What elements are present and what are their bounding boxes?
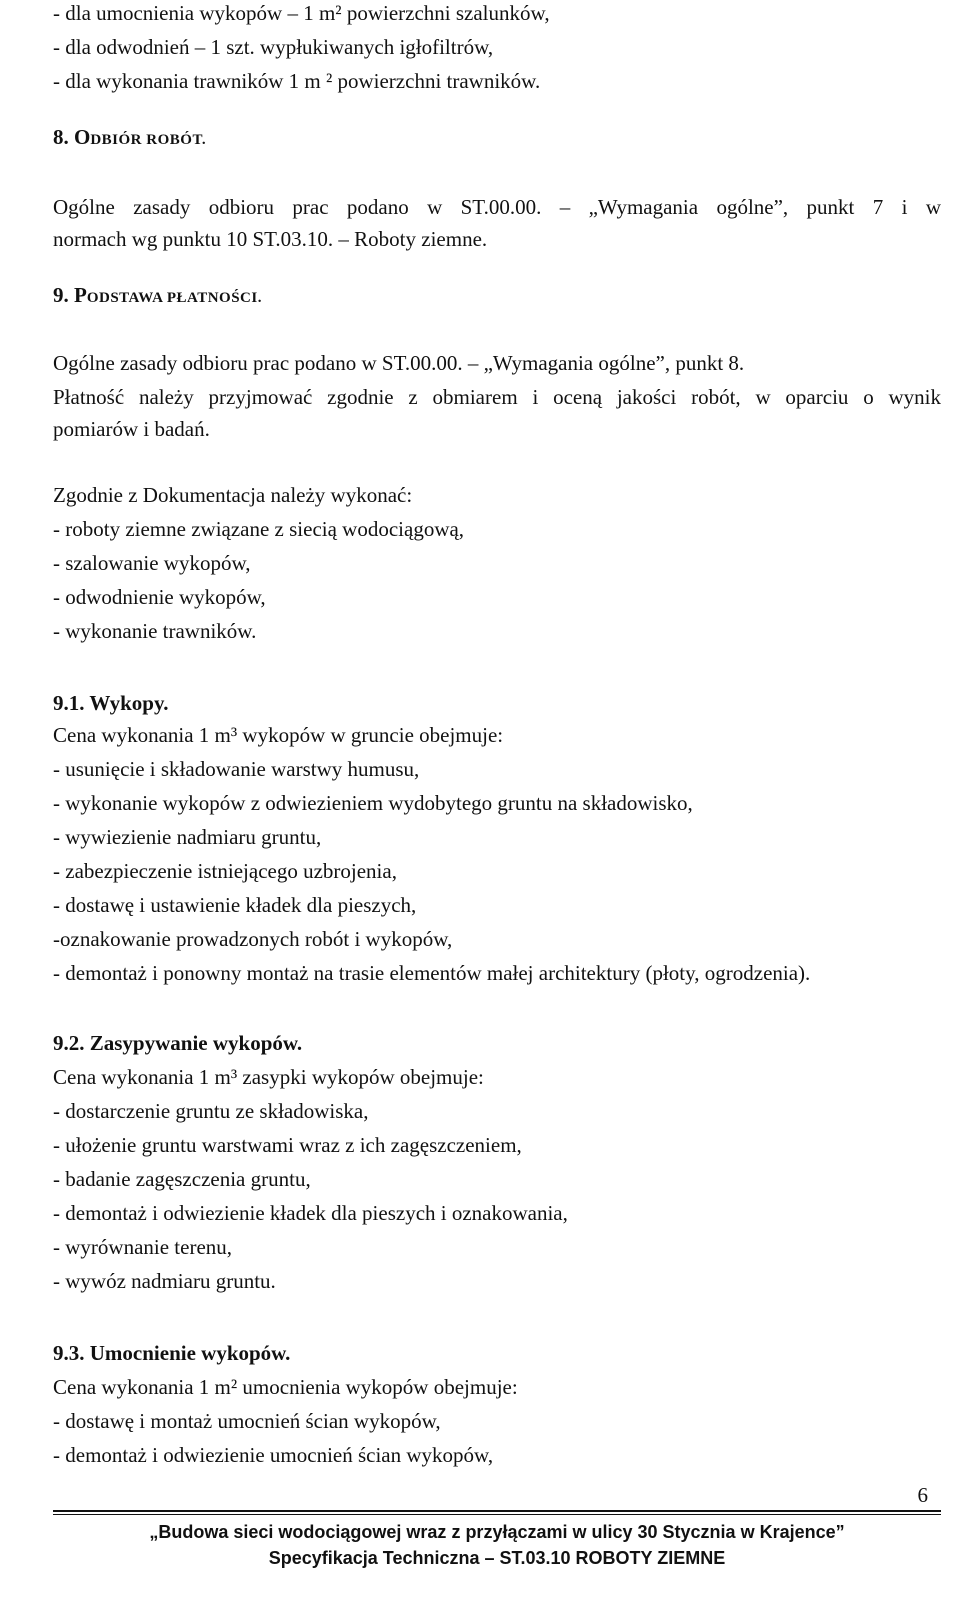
list-item: - roboty ziemne związane z siecią wodociągową, <box>53 517 465 541</box>
section-9-2-heading: 9.2. Zasypywanie wykopów. <box>53 1031 303 1055</box>
list-item: - demontaż i odwiezienie kładek dla pieszych i oznakowania, <box>53 1201 568 1225</box>
list-item: - wykonanie wykopów z odwiezieniem wydobytego gruntu na składowisko, <box>53 791 693 815</box>
paragraph-line: pomiarów i badań. <box>53 417 210 441</box>
paragraph-line: Ogólne zasady odbioru prac podano w ST.00.00. – „Wymagania ogólne”, punkt 8. <box>53 351 745 375</box>
list-item: - badanie zagęszczenia gruntu, <box>53 1167 311 1191</box>
paragraph-line: Ogólne zasady odbioru prac podano w ST.00.00. – „Wymagania ogólne”, punkt 7 i w <box>53 195 941 219</box>
list-item: - dostawę i ustawienie kładek dla pieszych, <box>53 893 417 917</box>
list-item: - odwodnienie wykopów, <box>53 585 266 609</box>
list-item: - dla odwodnień – 1 szt. wypłukiwanych igłofiltrów, <box>53 35 494 59</box>
section-9-1-heading: 9.1. Wykopy. <box>53 691 169 715</box>
list-item: - szalowanie wykopów, <box>53 551 251 575</box>
list-item: - dostawę i montaż umocnień ścian wykopów, <box>53 1409 441 1433</box>
paragraph-line: normach wg punktu 10 ST.03.10. – Roboty ziemne. <box>53 227 488 251</box>
paragraph-line: Cena wykonania 1 m³ zasypki wykopów obejmuje: <box>53 1065 484 1089</box>
list-item: - dla wykonania trawników 1 m ² powierzchni trawników. <box>53 69 541 93</box>
list-item: - dla umocnienia wykopów – 1 m² powierzchni szalunków, <box>53 1 550 25</box>
list-item: - dostarczenie gruntu ze składowiska, <box>53 1099 369 1123</box>
footer-rule-thin <box>53 1514 941 1515</box>
footer-rule <box>53 1510 941 1512</box>
list-item: - demontaż i odwiezienie umocnień ścian wykopów, <box>53 1443 494 1467</box>
list-item: - zabezpieczenie istniejącego uzbrojenia, <box>53 859 397 883</box>
paragraph-line: Płatność należy przyjmować zgodnie z obmiarem i oceną jakości robót, w oparciu o wynik <box>53 385 941 409</box>
paragraph-line: Cena wykonania 1 m³ wykopów w gruncie obejmuje: <box>53 723 504 747</box>
paragraph-line: Cena wykonania 1 m² umocnienia wykopów obejmuje: <box>53 1375 518 1399</box>
footer-title: „Budowa sieci wodociągowej wraz z przyłączami w ulicy 30 Stycznia w Krajence” <box>149 1522 845 1542</box>
list-item: - demontaż i ponowny montaż na trasie elementów małej architektury (płoty, ogrodzenia). <box>53 961 811 985</box>
list-item: - wywiezienie nadmiaru gruntu, <box>53 825 322 849</box>
list-item: - wywóz nadmiaru gruntu. <box>53 1269 276 1293</box>
list-item: - wyrównanie terenu, <box>53 1235 233 1259</box>
section-9-3-heading: 9.3. Umocnienie wykopów. <box>53 1341 291 1365</box>
list-item: - wykonanie trawników. <box>53 619 257 643</box>
footer-subtitle: Specyfikacja Techniczna – ST.03.10 ROBOTY ZIEMNE <box>268 1548 726 1568</box>
section-8-heading: 8. ODBIÓR ROBÓT. <box>53 125 207 149</box>
paragraph-line: Zgodnie z Dokumentacja należy wykonać: <box>53 483 413 507</box>
section-9-heading: 9. PODSTAWA PŁATNOŚCI. <box>53 283 262 307</box>
list-item: - ułożenie gruntu warstwami wraz z ich zagęszczeniem, <box>53 1133 522 1157</box>
page-number: 6 <box>917 1483 928 1507</box>
list-item: - usunięcie i składowanie warstwy humusu, <box>53 757 420 781</box>
list-item: -oznakowanie prowadzonych robót i wykopów, <box>53 927 453 951</box>
